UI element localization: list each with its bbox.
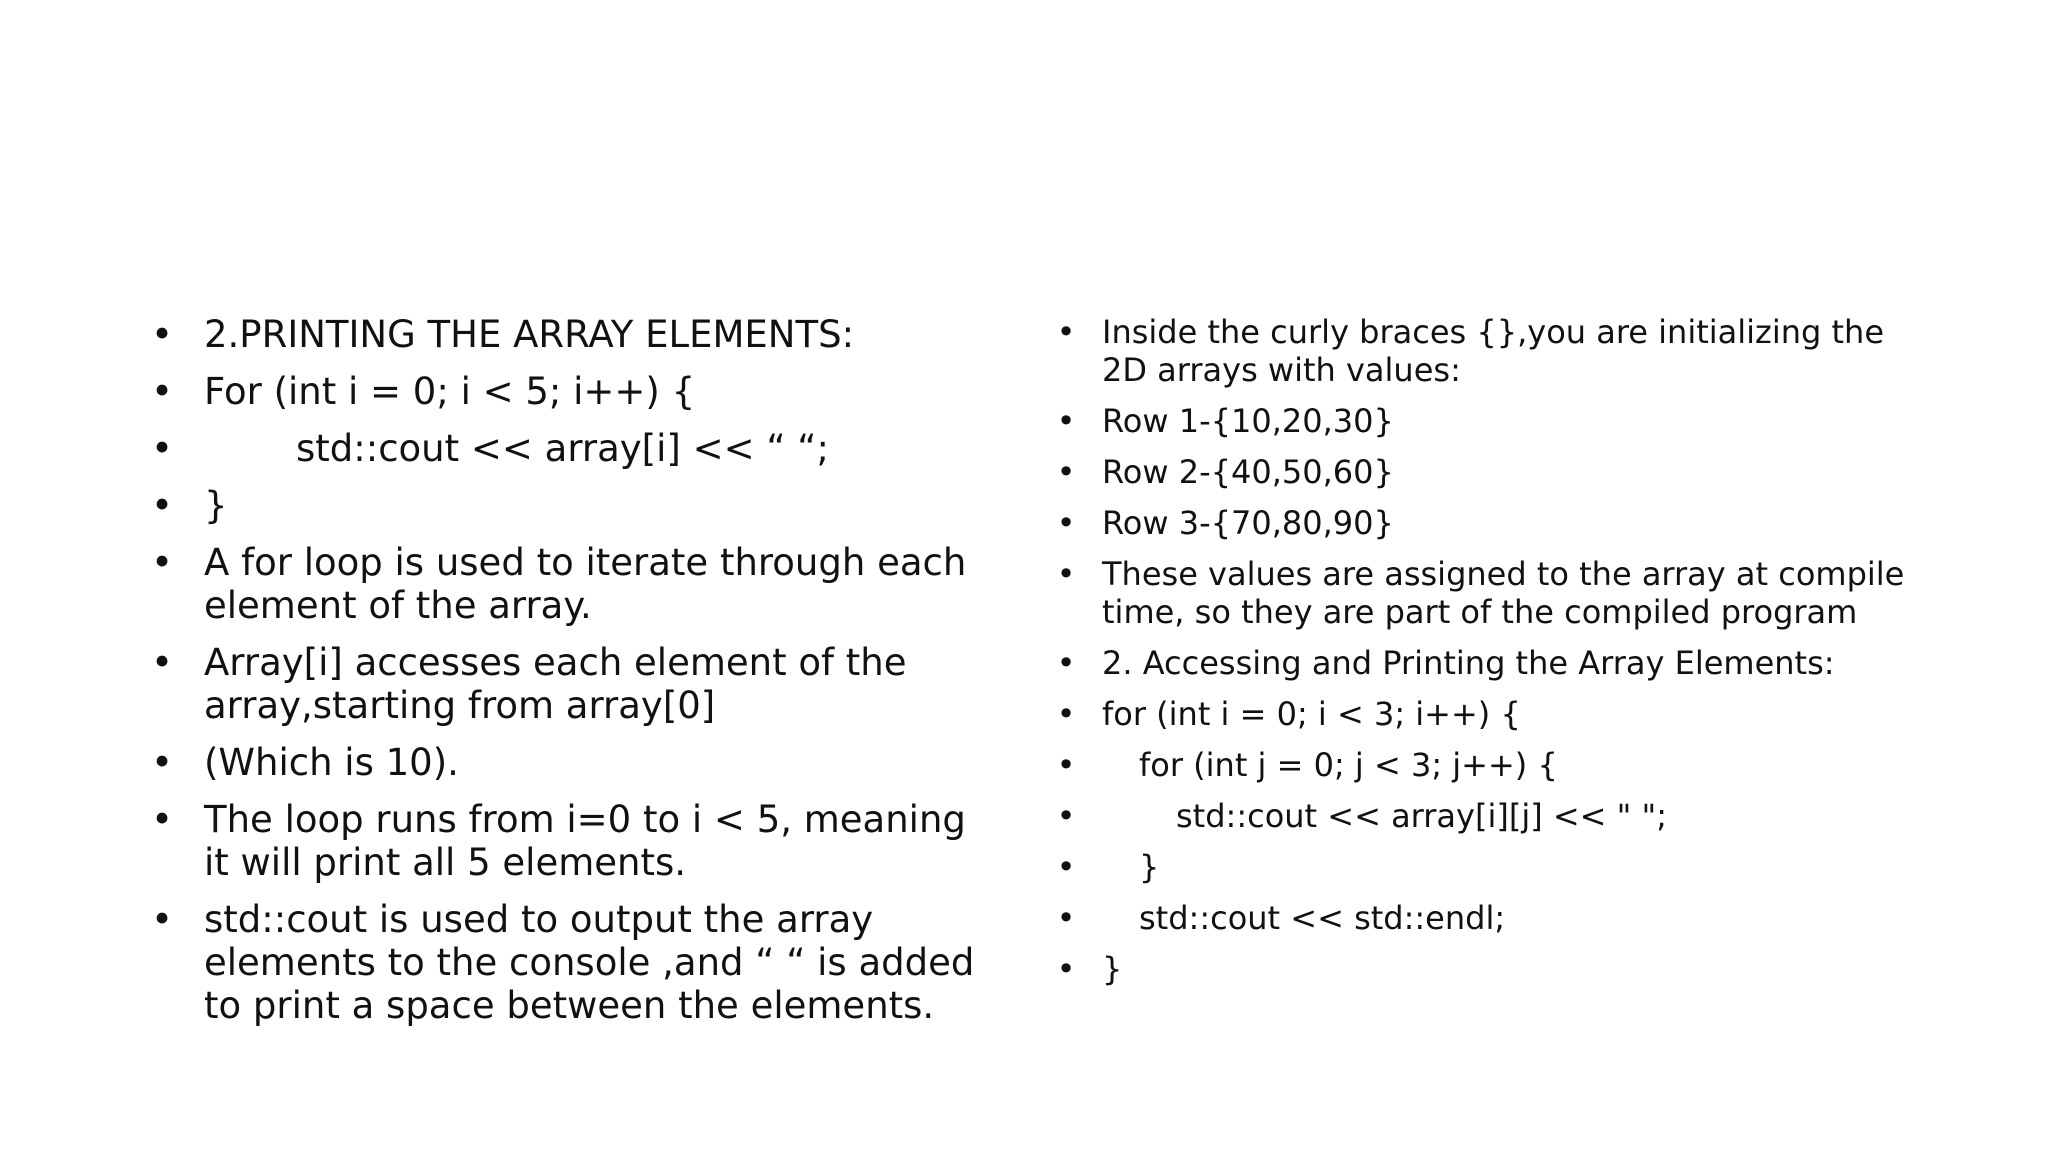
list-item	[1054, 453, 1914, 491]
bullet-icon: •	[151, 741, 173, 784]
code-line: }	[204, 484, 228, 527]
right-bullet-list	[1054, 313, 1914, 988]
list-item-text: Inside the curly braces {},you are initializing the 2D arrays with values:	[1102, 313, 1885, 389]
list-item	[1054, 313, 1914, 389]
code-line: std::cout << array[i][j] << " ";	[1176, 797, 1668, 835]
bullet-icon: •	[151, 313, 173, 356]
bullet-icon: •	[1056, 899, 1076, 937]
list-item	[150, 641, 1000, 727]
bullet-icon: •	[1056, 504, 1076, 542]
bullet-icon: •	[151, 484, 173, 527]
list-item-text: The loop runs from i=0 to i < 5, meaning it will print all 5 elements.	[204, 798, 966, 884]
list-item-text: Row 1-{10,20,30}	[1102, 402, 1394, 440]
code-line: std::cout << array[i] << “ “;	[296, 427, 829, 470]
list-item-text: Row 2-{40,50,60}	[1102, 453, 1394, 491]
bullet-icon: •	[151, 370, 173, 413]
bullet-icon: •	[1056, 313, 1076, 351]
list-item	[1054, 899, 1914, 937]
bullet-icon: •	[1056, 746, 1076, 784]
list-item-text: 2. Accessing and Printing the Array Elements:	[1102, 644, 1835, 682]
list-item	[1054, 797, 1914, 835]
code-line: std::cout << std::endl;	[1139, 899, 1506, 937]
code-line: }	[1102, 950, 1123, 988]
left-bullet-list	[150, 313, 1000, 1027]
list-item	[1054, 555, 1914, 631]
list-item-text: Row 3-{70,80,90}	[1102, 504, 1394, 542]
list-item	[150, 313, 1000, 356]
list-item	[150, 370, 1000, 413]
code-line: }	[1139, 848, 1160, 886]
code-line: for (int j = 0; j < 3; j++) {	[1139, 746, 1558, 784]
code-line: for (int i = 0; i < 3; i++) {	[1102, 695, 1521, 733]
list-item	[1054, 402, 1914, 440]
bullet-icon: •	[1056, 950, 1076, 988]
list-item-text: These values are assigned to the array at compile time, so they are part of the compiled program	[1102, 555, 1905, 631]
list-item	[1054, 950, 1914, 988]
bullet-icon: •	[151, 427, 173, 470]
list-item	[1054, 848, 1914, 886]
list-item	[1054, 504, 1914, 542]
code-line: For (int i = 0; i < 5; i++) {	[204, 370, 696, 413]
list-item	[150, 741, 1000, 784]
bullet-icon: •	[151, 798, 173, 841]
list-item-text: A for loop is used to iterate through each element of the array.	[204, 541, 967, 627]
bullet-icon: •	[1056, 695, 1076, 733]
list-item-text: std::cout is used to output the array elements to the console ,and “ “ is added to print a space between the elements.	[204, 898, 975, 1027]
list-item	[150, 541, 1000, 627]
bullet-icon: •	[1056, 402, 1076, 440]
bullet-icon: •	[1056, 644, 1076, 682]
list-item	[1054, 746, 1914, 784]
list-item	[1054, 695, 1914, 733]
list-item	[150, 798, 1000, 884]
list-item	[1054, 644, 1914, 682]
list-item	[150, 898, 1000, 1027]
bullet-icon: •	[151, 541, 173, 584]
bullet-icon: •	[1056, 453, 1076, 491]
list-item-text: Array[i] accesses each element of the array,starting from array[0]	[204, 641, 907, 727]
list-item	[150, 427, 1000, 470]
list-item-text: 2.PRINTING THE ARRAY ELEMENTS:	[204, 313, 855, 356]
list-item	[150, 484, 1000, 527]
bullet-icon: •	[151, 641, 173, 684]
bullet-icon: •	[1056, 848, 1076, 886]
list-item-text: (Which is 10).	[204, 741, 459, 784]
bullet-icon: •	[1056, 555, 1076, 593]
bullet-icon: •	[151, 898, 173, 941]
bullet-icon: •	[1056, 797, 1076, 835]
